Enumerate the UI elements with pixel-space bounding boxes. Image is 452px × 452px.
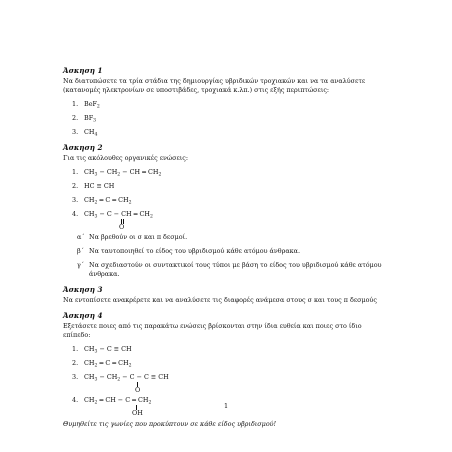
exercise-title: Άσκηση 3: [63, 284, 103, 294]
list-item: 3. $CH_4$: [72, 127, 98, 138]
list-item: 2. $CH_2$ ═ C ═ $CH_2$: [72, 358, 132, 369]
list-item: 4. $CH_3 - C$ − CH ═ $CH_2$ O: [72, 209, 153, 231]
list-item: 2. HC ≡ CH: [72, 181, 115, 190]
list-item: 1. $CH_3 - CH_2$ − CH ═ $CH_2$: [72, 167, 162, 178]
exercise-prompt: Για τις ακόλουθες οργανικές ενώσεις:: [63, 154, 189, 162]
list-item: 4. $CH_2$ ═ CH − C ═ $CH_2$ OH: [72, 395, 152, 417]
exercise-prompt: Εξετάσετε ποιες από τις παρακάτω ενώσεις βρίσκονται στην ίδια ευθεία και ποιες στο ίδιο επίπεδο:: [63, 321, 362, 339]
closing-question: Θυμηθείτε τις γωνίες που προκύπτουν σε κάθε είδος υβριδισμού!: [63, 419, 277, 428]
list-item: 3. $CH_3 - CH_2 - C - C$ ≡ CH O: [72, 372, 169, 394]
sub-question: α΄ Να βρεθούν οι σ και π δεσμοί.: [77, 232, 188, 241]
exercise-title: Άσκηση 2: [63, 142, 103, 152]
page-number: 1: [223, 402, 229, 410]
document-body: [63, 66, 385, 429]
list-item: 3. $CH_2$ ═ C ═ $CH_2$: [72, 195, 132, 206]
list-item: 1. $CH_3 - C$ ≡ CH: [72, 344, 132, 355]
sub-question: β΄ Να ταυτοποιηθεί το είδος του υβριδισμού κάθε ατόμου άνθρακα.: [77, 246, 301, 255]
sub-question: γ΄ Να σχεδιαστούν οι συντακτικοί τους τύποι με βάση το είδος του υβριδισμού κάθε ατόμου άνθρακα.: [77, 260, 382, 278]
exercise-title: Άσκηση 4: [63, 310, 103, 320]
list-item: 2. $BF_3$: [72, 113, 97, 124]
exercise-prompt: Να εντοπίσετε ανακρέρετε και να αναλύσετε τις διαφορές ανάμεσα στους σ και τους π δεσμούς: [63, 295, 377, 304]
exercise-prompt: Να διατυπώσετε τα τρία στάδια της δημιουργίας υβριδικών τροχιακών και να τα αναλύσετε (κατανομές ηλεκτρονίων σε υποστιβάδες, τροχιακά κ.λπ.) στις εξής περιπτώσεις:: [63, 77, 366, 95]
list-item: 1. BeF$_2$: [72, 100, 100, 110]
exercise-title: Άσκηση 1: [63, 66, 103, 75]
